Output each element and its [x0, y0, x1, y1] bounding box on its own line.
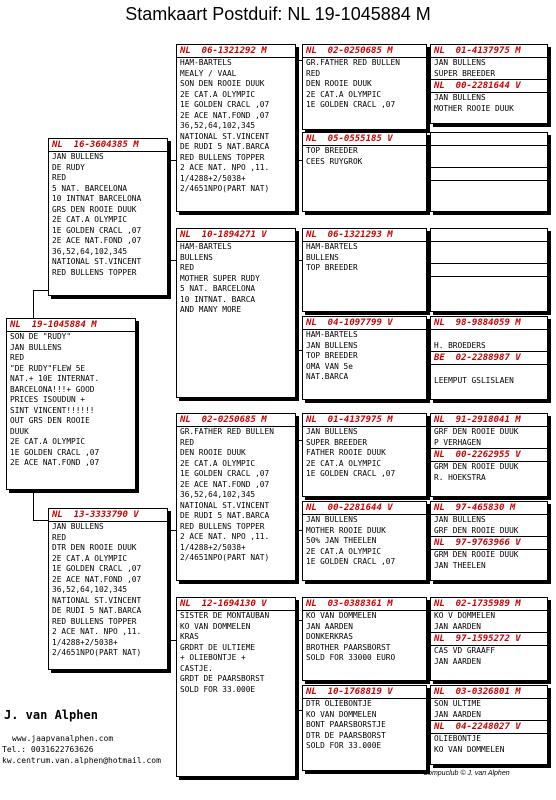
info-line: 2E ACE NAT.FOND ,07	[10, 458, 100, 467]
pigeon-card-gen4-pair[interactable]	[430, 44, 548, 124]
info-line: GRDRT DE ULTIEME	[180, 642, 256, 652]
info-line: 1/4288+2/5038+	[52, 637, 118, 647]
info-line: OUT GRS DEN ROOIE	[10, 416, 90, 425]
info-line: GR.FATHER RED BULLEN	[306, 58, 400, 67]
info-line: CEES RUYGROK	[306, 156, 363, 166]
info-line: MEALY / VAAL	[180, 68, 237, 78]
ring-number: NL 97-1595272 V	[431, 632, 547, 646]
info-line: RED BULLENS TOPPER	[52, 267, 137, 277]
info-line: JAN AARDEN	[434, 656, 481, 666]
ring-number: NL 03-0388361 M	[303, 598, 426, 611]
pigeon-card-gen4-pair[interactable]	[430, 501, 548, 581]
pigeon-card-gen4-pair[interactable]	[430, 685, 548, 765]
pigeon-card-gen3[interactable]	[302, 316, 427, 400]
info-line: NAT.BARCA	[306, 372, 349, 381]
info-line: 1E GOLDEN CRACL ,07	[180, 469, 270, 478]
info-line: BARCELONA!!!+ GOOD	[10, 384, 95, 394]
info-line: RED	[306, 68, 321, 78]
info-line: 2E ACE NAT.FOND ,07	[180, 479, 270, 489]
info-line: RED BULLENS TOPPER	[52, 616, 137, 626]
info-line: JAN BULLENS	[434, 93, 486, 102]
info-line: BULLENS	[306, 252, 339, 262]
info-line: BULLENS	[180, 252, 213, 262]
info-line: 2E CAT.A OLYMPIC	[52, 215, 128, 224]
info-line: + OLIEBONTJE +	[180, 653, 246, 662]
pigeon-card-gen4-pair[interactable]	[430, 132, 548, 212]
info-line: PRICES ISOUDUN +	[10, 395, 86, 404]
pigeon-card-paternal-grandmother[interactable]	[176, 228, 296, 398]
info-line: KRAS	[180, 632, 199, 641]
info-line: JAN BULLENS	[10, 342, 62, 352]
info-line: 2 ACE NAT. NPO ,11.	[180, 532, 270, 541]
info-line: GRM DEN ROOIE DUUK	[434, 462, 519, 471]
info-line: SOLD FOR 33.000E	[306, 741, 382, 750]
info-line: DE RUDY	[52, 162, 85, 172]
ring-number: NL 02-0250685 M	[177, 414, 295, 427]
info-line: NATIONAL ST.VINCENT	[180, 131, 270, 141]
info-line: 2/4651NPO(PART NAT)	[52, 648, 142, 657]
info-line: 2/4651NPO(PART NAT)	[180, 184, 270, 193]
ring-number: NL 10-1768819 V	[303, 686, 426, 699]
info-line	[431, 146, 547, 157]
info-line: JAN BULLENS	[306, 340, 358, 350]
info-line: DTR DE PAARSBORST	[306, 730, 386, 740]
info-line: 2/4651NPO(PART NAT)	[180, 553, 270, 562]
pigeon-card-gen4-pair[interactable]	[430, 228, 548, 312]
info-line: JAN THEELEN	[434, 560, 486, 570]
ring-number	[431, 263, 547, 277]
pigeon-card-gen3[interactable]	[302, 132, 427, 212]
email-link[interactable]: kw.centrum.van.alphen@hotmail.com	[2, 756, 161, 765]
connector-line	[33, 520, 48, 521]
ring-number: NL 12-1694130 V	[177, 598, 295, 611]
info-line: DTR OLIEBONTJE	[306, 699, 372, 708]
info-line: KO VAN DOMMELEN	[180, 621, 251, 631]
pigeon-card-gen4-pair[interactable]	[430, 316, 548, 400]
ring-number: NL 00-2262955 V	[431, 448, 547, 462]
info-line: 5 NAT. BARCELONA	[52, 183, 128, 193]
info-line: 36,52,64,102,345	[52, 585, 128, 594]
info-line: SON DEN ROOIE DUUK	[180, 79, 265, 88]
info-line: 1/4288+2/5038+	[180, 542, 246, 552]
info-line: SUPER BREEDER	[434, 68, 496, 78]
ring-number: NL 03-0326801 M	[431, 686, 547, 699]
info-line: 50% JAN THEELEN	[306, 536, 377, 545]
website-link[interactable]: www.jaapvanalphen.com	[12, 734, 114, 743]
pigeon-card-gen3[interactable]	[302, 685, 427, 771]
pigeon-card-maternal-grandmother[interactable]	[176, 597, 296, 777]
info-line: 2E CAT.A OLYMPIC	[306, 458, 382, 468]
ring-number: NL 00-2281644 V	[431, 79, 547, 93]
ring-number: NL 02-0250685 M	[303, 45, 426, 58]
pigeon-card-father[interactable]	[48, 138, 168, 296]
info-line: 5 NAT. BARCELONA	[180, 284, 256, 293]
pigeon-card-gen4-pair[interactable]	[430, 597, 548, 681]
info-line: 10 INTNAT. BARCA	[180, 294, 256, 304]
info-line: JAN AARDEN	[434, 709, 481, 719]
info-line: MOTHER ROOIE DUUK	[306, 525, 386, 535]
pigeon-card-gen3[interactable]	[302, 597, 427, 681]
pigeon-card-paternal-grandfather[interactable]	[176, 44, 296, 212]
info-line: 10 INTNAT BARCELONA	[52, 194, 142, 203]
info-line: DUUK	[10, 426, 29, 436]
pigeon-card-maternal-grandfather[interactable]	[176, 413, 296, 581]
ring-number: NL 01-4137975 M	[431, 45, 547, 58]
ring-number: NL 98-9884059 M	[431, 317, 547, 330]
info-line	[431, 330, 547, 341]
connector-line	[33, 490, 34, 520]
ring-number: NL 04-1097799 V	[303, 317, 426, 330]
info-line: KO VAN DOMMELEN	[306, 709, 377, 719]
info-line: 1E GOLDEN CRACL ,07	[306, 100, 396, 109]
info-line: 2E CAT.A OLYMPIC	[180, 89, 256, 99]
info-line: GR.FATHER RED BULLEN	[180, 427, 274, 436]
info-line: KO VAN DOMMELEN	[306, 611, 377, 620]
info-line: 2E CAT.A OLYMPIC	[306, 546, 382, 556]
info-line: JAN BULLENS	[434, 515, 486, 524]
info-line: BONT PAARSBORSTJE	[306, 720, 386, 729]
info-line: 2E ACE NAT.FOND ,07	[52, 574, 142, 584]
info-line: 36,52,64,102,345	[52, 246, 128, 256]
info-line: GRF DEN ROOIE DUUK	[434, 427, 519, 436]
info-line: JAN BULLENS	[434, 58, 486, 67]
info-line: GRM DEN ROOIE DUUK	[434, 550, 519, 559]
info-line: OLIEBONTJE	[434, 734, 481, 743]
ring-number: NL 97-465830 M	[431, 502, 547, 515]
ring-number: NL 04-2248027 V	[431, 720, 547, 734]
info-line: BROTHER PAARSBORST	[306, 642, 391, 652]
info-line: 2E ACE NAT.FOND ,07	[180, 110, 270, 120]
info-line: SOLD FOR 33.000E	[180, 684, 256, 694]
info-line: MOTHER SUPER RUDY	[180, 273, 260, 283]
info-line: R. HOEKSTRA	[434, 472, 486, 482]
info-line: DE RUDI 5 NAT.BARCA	[180, 142, 270, 151]
info-line: JAN BULLENS	[306, 515, 358, 524]
pigeon-card-gen3[interactable]	[302, 228, 427, 312]
info-line: RED	[10, 353, 25, 362]
ring-number: NL 05-0555185 V	[303, 133, 426, 146]
info-line: 2E CAT.A OLYMPIC	[52, 553, 128, 563]
info-line: DE RUDI 5 NAT.BARCA	[180, 511, 270, 520]
info-line: SOLD FOR 33000 EURO	[306, 653, 396, 662]
info-line: 1E GOLDEN CRACL ,07	[10, 447, 100, 457]
info-line: JAN AARDEN	[434, 621, 481, 631]
info-line: SON DE "RUDY"	[10, 332, 72, 341]
info-line: SON ULTIME	[434, 699, 481, 708]
info-line: 2E CAT.A OLYMPIC	[10, 437, 86, 446]
ring-number: NL 02-1735989 M	[431, 598, 547, 611]
info-line: AND MANY MORE	[180, 305, 242, 314]
info-line: 1E GOLDEN CRACL ,07	[52, 225, 142, 235]
info-line: DTR DEN ROOIE DUUK	[52, 543, 137, 552]
page-title: Stamkaart Postduif: NL 19-1045884 M	[125, 4, 431, 24]
info-line: TOP BREEDER	[306, 146, 358, 155]
info-line: 2E CAT.A OLYMPIC	[306, 89, 382, 99]
info-line: NATIONAL ST.VINCENT	[180, 500, 270, 510]
info-line	[431, 253, 547, 264]
info-line: JAN AARDEN	[306, 621, 353, 631]
info-line: KO V DOMMELEN	[434, 611, 496, 620]
info-line: HAM-BARTELS	[180, 58, 232, 67]
info-line: LEEMPUT GSLISLAEN	[434, 375, 514, 385]
info-line: HAM-BARTELS	[180, 242, 232, 251]
ring-number	[431, 167, 547, 181]
info-line: 2E ACE NAT.FOND ,07	[52, 236, 142, 245]
ring-number: NL 01-4137975 M	[303, 414, 426, 427]
pigeon-card-gen3[interactable]	[302, 413, 427, 497]
info-line	[431, 365, 547, 376]
info-line: 36,52,64,102,345	[180, 490, 256, 499]
pigeon-card-subject[interactable]	[6, 318, 136, 490]
info-line: 36,52,64,102,345	[180, 121, 256, 130]
pigeon-card-gen4-pair[interactable]	[430, 413, 548, 497]
info-line: 1E GOLDEN CRACL ,07	[52, 564, 142, 573]
info-line: 2 ACE NAT. NPO ,11.	[180, 163, 270, 172]
info-line: RED	[180, 437, 195, 447]
connector-line	[33, 290, 34, 318]
info-line: 1E GOLDEN CRACL ,07	[180, 100, 270, 109]
info-line: JAN BULLENS	[52, 152, 104, 161]
ring-number: NL 13-3333790 V	[49, 509, 167, 522]
ring-number: NL 10-1894271 V	[177, 229, 295, 242]
info-line: "DE RUDY"FLEW 5E	[10, 363, 86, 373]
info-line: 1E GOLDEN CRACL ,07	[306, 557, 396, 566]
info-line: SINT VINCENT!!!!!!	[10, 405, 95, 415]
ring-number: NL 97-9763966 V	[431, 536, 547, 550]
info-line	[431, 242, 547, 253]
pigeon-card-gen3[interactable]	[302, 501, 427, 581]
info-line: KO VAN DOMMELEN	[434, 744, 505, 754]
info-line: RED	[180, 263, 195, 272]
info-line: 2 ACE NAT. NPO ,11.	[52, 627, 142, 636]
info-line: NATIONAL ST.VINCENT	[52, 595, 142, 605]
pigeon-card-mother[interactable]	[48, 508, 168, 670]
info-line: RED BULLENS TOPPER	[180, 152, 265, 162]
breeder-name: J. van Alphen	[4, 708, 98, 722]
ring-number: NL 91-2918041 M	[431, 414, 547, 427]
info-line	[431, 157, 547, 168]
phone-number: Tel.: 0031622763626	[2, 745, 94, 754]
info-line: DEN ROOIE DUUK	[180, 448, 246, 457]
info-line: 1E GOLDEN CRACL ,07	[306, 469, 396, 478]
info-line: GRDT DE PAARSBORST	[180, 674, 265, 683]
info-line: GRF DEN ROOIE DUUK	[434, 525, 519, 535]
info-line: HAM-BARTELS	[306, 330, 358, 339]
ring-number: NL 19-1045884 M	[7, 319, 135, 332]
info-line: NAT.+ 10E INTERNAT.	[10, 374, 100, 383]
info-line: CAS VD GRAAFF	[434, 646, 496, 655]
info-line: MOTHER ROOIE DUUK	[434, 103, 514, 113]
pigeon-card-gen3[interactable]	[302, 44, 427, 130]
info-line: NATIONAL ST.VINCENT	[52, 257, 142, 266]
info-line: DE RUDI 5 NAT.BARCA	[52, 606, 142, 615]
info-line: DEN ROOIE DUUK	[306, 79, 372, 88]
info-line: TOP BREEDER	[306, 351, 358, 360]
ring-number: NL 16-3604385 M	[49, 139, 167, 152]
ring-number: NL 00-2281644 V	[303, 502, 426, 515]
info-line: P VERHAGEN	[434, 437, 481, 447]
info-line: OMA VAN 5e	[306, 361, 353, 371]
info-line: H. BROEDERS	[434, 340, 486, 350]
software-credit: Compuclub © J. van Alphen	[423, 770, 510, 777]
info-line: RED	[52, 532, 67, 542]
ring-number	[431, 133, 547, 146]
info-line: TOP BREEDER	[306, 263, 358, 272]
ring-number: NL 06-1321292 M	[177, 45, 295, 58]
info-line: GRS DEN ROOIE DUUK	[52, 204, 137, 214]
ring-number: NL 06-1321293 M	[303, 229, 426, 242]
connector-line	[33, 290, 48, 291]
info-line: SISTER DE MONTAUBAN	[180, 611, 270, 620]
info-line: SUPER BREEDER	[306, 437, 368, 447]
info-line: 1/4288+2/5038+	[180, 173, 246, 183]
info-line: JAN BULLENS	[52, 522, 104, 531]
info-line: HAM-BARTELS	[306, 242, 358, 251]
ring-number: BE 02-2288987 V	[431, 351, 547, 365]
info-line: 2E CAT.A OLYMPIC	[180, 458, 256, 468]
info-line: DONKERKRAS	[306, 632, 353, 641]
info-line: JAN BULLENS	[306, 427, 358, 436]
info-line: RED BULLENS TOPPER	[180, 521, 265, 531]
info-line: CASTJE.	[180, 663, 213, 673]
info-line: RED	[52, 173, 67, 182]
info-line: FATHER ROOIE DUUK	[306, 448, 386, 457]
ring-number	[431, 229, 547, 242]
